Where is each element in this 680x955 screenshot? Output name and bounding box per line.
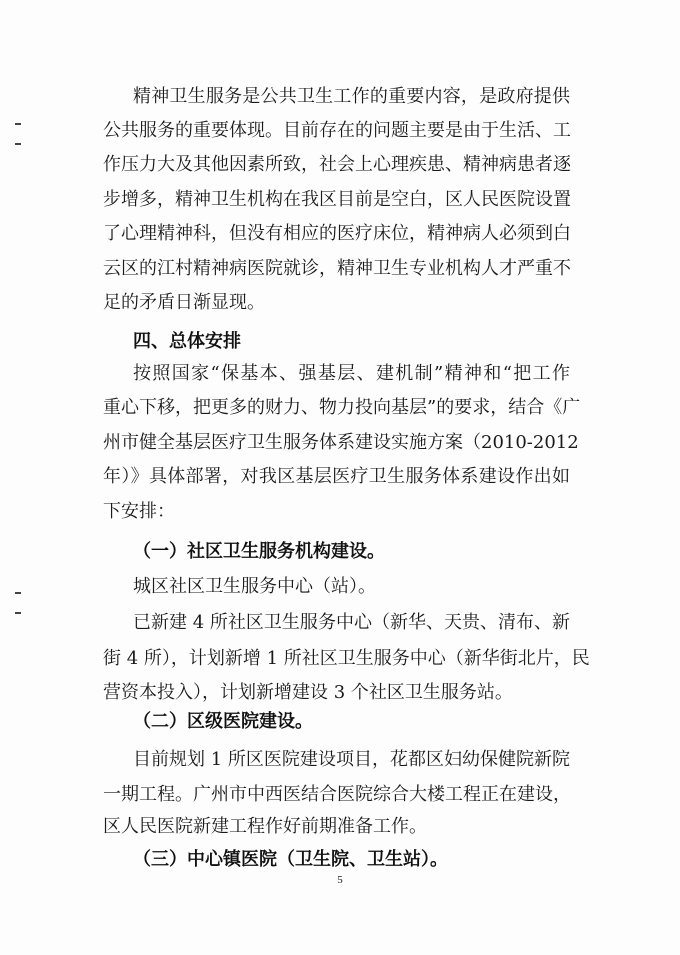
paragraph-line: 下安排： — [103, 501, 175, 522]
paragraph-line: 区人民医院新建工程作好前期准备工作。 — [103, 816, 427, 837]
paragraph-line: 重心下移，把更多的财力、物力投向基层”的要求，结合《广 — [103, 397, 581, 418]
paragraph-line: 足的矛盾日渐显现。 — [103, 292, 265, 313]
paragraph-line: 城区社区卫生服务中心（站）。 — [133, 576, 376, 597]
paragraph-line: 了心理精神科，但没有相应的医疗床位，精神病人必须到白 — [103, 223, 571, 244]
paragraph-line: 已新建 4 所社区卫生服务中心（新华、天贵、清布、新 — [133, 612, 570, 633]
binding-mark — [15, 592, 21, 594]
paragraph-line: 目前规划 1 所区医院建设项目，花都区妇幼保健院新院 — [133, 749, 570, 770]
section-heading: 四、总体安排 — [133, 331, 241, 352]
paragraph-line: 步增多，精神卫生机构在我区目前是空白，区人民医院设置 — [103, 189, 571, 210]
paragraph-line: 街 4 所），计划新增 1 所社区卫生服务中心（新华街北片，民 — [103, 648, 590, 669]
binding-mark — [15, 143, 21, 145]
paragraph-line: 年）》具体部署，对我区基层医疗卫生服务体系建设作出如 — [103, 466, 570, 487]
subsection-heading: （三）中心镇医院（卫生院、卫生站）。 — [133, 849, 448, 870]
subsection-heading: （二）区级医院建设。 — [133, 711, 313, 732]
binding-mark — [15, 612, 21, 614]
subsection-heading: （一）社区卫生服务机构建设。 — [133, 541, 385, 562]
page-number: 5 — [337, 874, 343, 886]
binding-mark — [15, 123, 21, 125]
paragraph-line: 按照国家“保基本、强基层、建机制”精神和“把工作 — [133, 363, 570, 384]
paragraph-line: 州市健全基层医疗卫生服务体系建设实施方案（2010-2012 — [103, 432, 579, 453]
paragraph-line: 营资本投入），计划新增建设 3 个社区卫生服务站。 — [103, 682, 513, 703]
paragraph-line: 一期工程。广州市中西医结合医院综合大楼工程正在建设， — [103, 784, 571, 805]
paragraph-line: 公共服务的重要体现。目前存在的问题主要是由于生活、工 — [103, 120, 571, 141]
paragraph-line: 作压力大及其他因素所致，社会上心理疾患、精神病患者逐 — [103, 154, 571, 175]
paragraph-line: 精神卫生服务是公共卫生工作的重要内容，是政府提供 — [133, 86, 570, 107]
paragraph-line: 云区的江村精神病医院就诊，精神卫生专业机构人才严重不 — [103, 258, 571, 279]
